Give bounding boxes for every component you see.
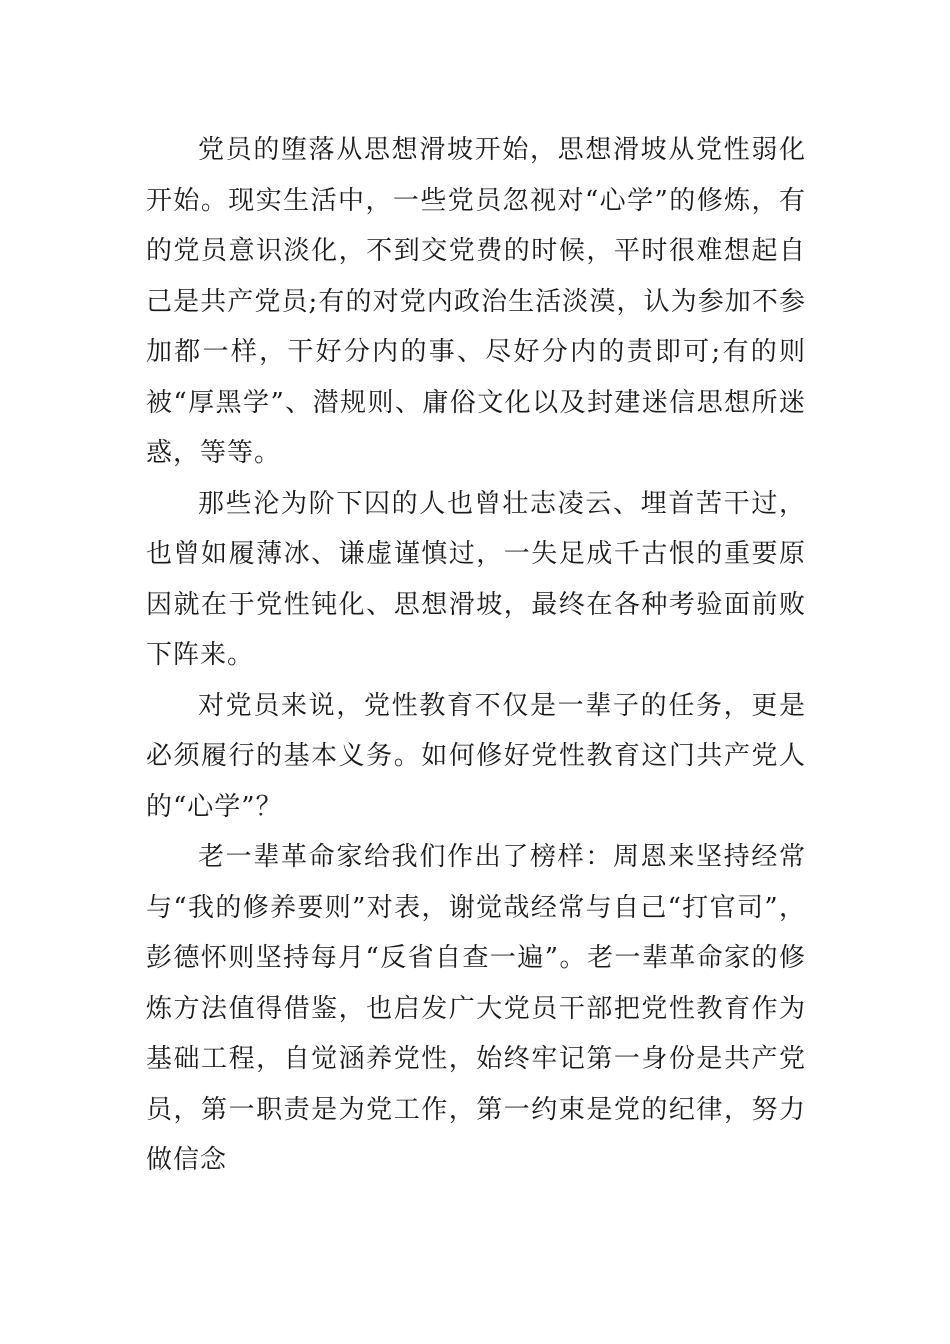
paragraph-1: 党员的堕落从思想滑坡开始，思想滑坡从党性弱化开始。现实生活中，一些党员忽视对“心学”的修炼，有的党员意识淡化，不到交党费的时候，平时很难想起自己是共产党员;有的对党内政治生活淡漠，认为参加不参加都一样，干好分内的事、尽好分内的责即可;有的则被“厚黑学”、潜规则、庸俗文化以及封建迷信思想所迷惑，等等。 xyxy=(146,135,806,468)
paragraph-2: 那些沦为阶下囚的人也曾壮志凌云、埋首苦干过，也曾如履薄冰、谦虚谨慎过，一失足成千古恨的重要原因就在于党性钝化、思想滑坡，最终在各种考验面前败下阵来。 xyxy=(146,488,806,670)
document-body xyxy=(146,125,806,1186)
paragraph-3: 对党员来说，党性教育不仅是一辈子的任务，更是必须履行的基本义务。如何修好党性教育这门共产党人的“心学”？ xyxy=(146,690,806,822)
paragraph-4: 老一辈革命家给我们作出了榜样：周恩来坚持经常与“我的修养要则”对表，谢觉哉经常与自己“打官司”，彭德怀则坚持每月“反省自查一遍”。老一辈革命家的修炼方法值得借鉴，也启发广大党员干部把党性教育作为基础工程，自觉涵养党性，始终牢记第一身份是共产党员，第一职责是为党工作，第一约束是党的纪律，努力做信念 xyxy=(146,842,806,1175)
